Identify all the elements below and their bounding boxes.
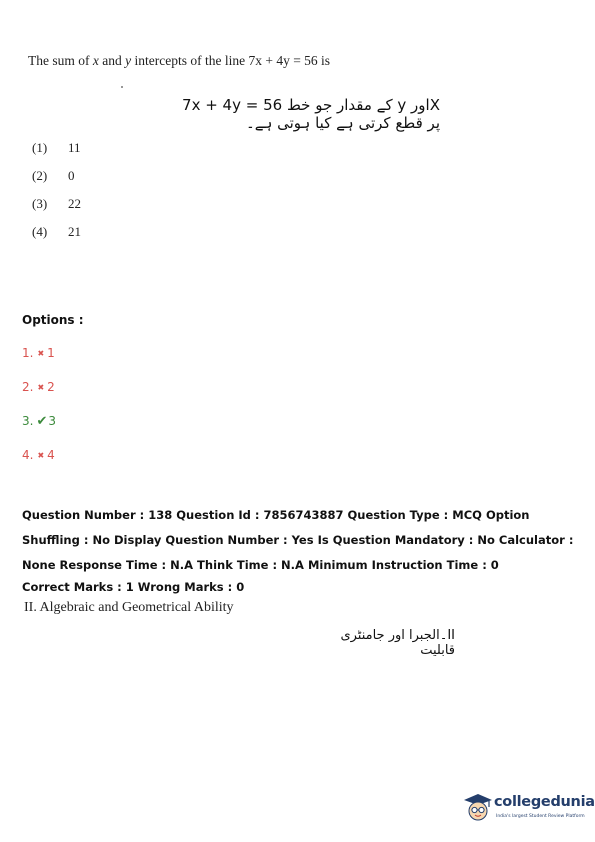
choice-item: (2) 0 [32,168,75,183]
option-item: 1. ✖ 1 [22,346,55,360]
cross-icon: ✖ [37,451,45,460]
student-mascot-icon [462,792,494,824]
check-icon: ✔ [36,414,48,429]
choice-item: (4) 21 [32,224,81,239]
choice-item: (3) 22 [32,196,81,211]
option-item: 4. ✖ 4 [22,448,55,462]
cross-icon: ✖ [37,383,45,392]
logo-tagline: India's largest Student Review Platform [496,814,585,819]
collegedunia-logo [462,790,595,830]
choice-item: (1) 11 [32,140,81,155]
stray-dot [121,86,123,88]
section-title-urdu: II۔الجبرا اور جامنٹری قابلیت [340,628,455,658]
question-metadata: Question Number : 138 Question Id : 7856743887 Question Type : MCQ Option Shuffling : No Display Question Number : Yes Is Question Mandatory : No Calculator : None Response Time : N.A Think Time : N.A Minimum Instruction Time : 0 [22,508,574,572]
options-heading: Options : [22,313,84,327]
question-text: The sum of x and y intercepts of the line 7x + 4y = 56 is [28,53,331,68]
logo-wordmark: collegedunia [494,794,595,810]
options-list [22,346,56,482]
option-item: 2. ✖ 2 [22,380,55,394]
marks-info: Correct Marks : 1 Wrong Marks : 0 [22,580,245,594]
choice-list [32,140,81,252]
cross-icon: ✖ [37,349,45,358]
question-urdu: Xاور y کے مقدار جو خط 7x + 4y = 56 پر قطع کرتی ہے کیا ہوتی ہے۔ [182,96,440,132]
section-title: II. Algebraic and Geometrical Ability [24,600,234,615]
option-item-correct: 3. ✔3 [22,414,56,429]
